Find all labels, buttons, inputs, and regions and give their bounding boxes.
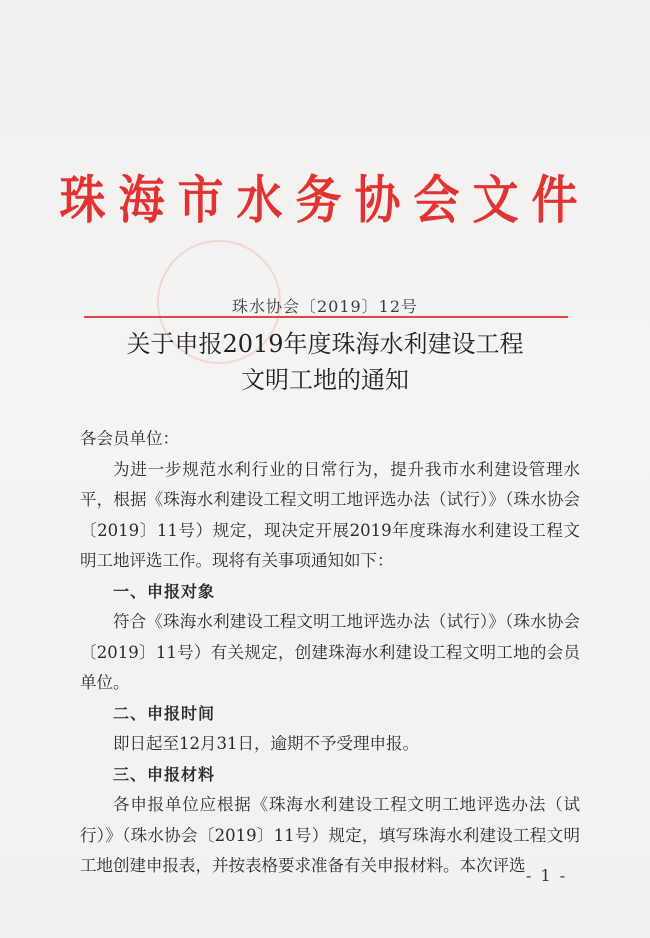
document-body [80,424,580,882]
salutation: 各会员单位： [80,429,179,448]
intro-paragraph: 为进一步规范水利行业的日常行为，提升我市水利建设管理水平，根据《珠海水利建设工程文明工地评选办法（试行）》（珠水协会〔2019〕11号）规定，现决定开展2019年度珠海水利建设工程文明工地评选工作。现将有关事项通知如下： [80,459,580,570]
section-heading-2: 二、申报时间 [113,703,216,723]
document-title [0,326,650,398]
header-divider [84,316,568,318]
page-number: - 1 - [526,866,568,885]
section-text-3: 各申报单位应根据《珠海水利建设工程文明工地评选办法（试行）》（珠水协会〔2019〕11号）规定，填写珠海水利建设工程文明工地创建申报表，并按表格要求准备有关申报材料。本次评选 [80,795,580,875]
section-heading-1: 一、申报对象 [113,581,216,601]
document-number: 珠水协会〔2019〕12号 [231,297,419,316]
document-title-line-2: 文明工地的通知 [241,366,409,394]
section-text-2: 即日起至12月31日，逾期不予受理申报。 [113,734,419,753]
section-heading-3: 三、申报材料 [113,764,216,784]
org-header-title: 珠海市水务协会文件 [59,170,591,231]
document-title-line-1: 关于申报2019年度珠海水利建设工程 [126,330,524,358]
section-text-1: 符合《珠海水利建设工程文明工地评选办法（试行）》（珠水协会〔2019〕11号）有关规定，创建珠海水利建设工程文明工地的会员单位。 [80,612,580,692]
